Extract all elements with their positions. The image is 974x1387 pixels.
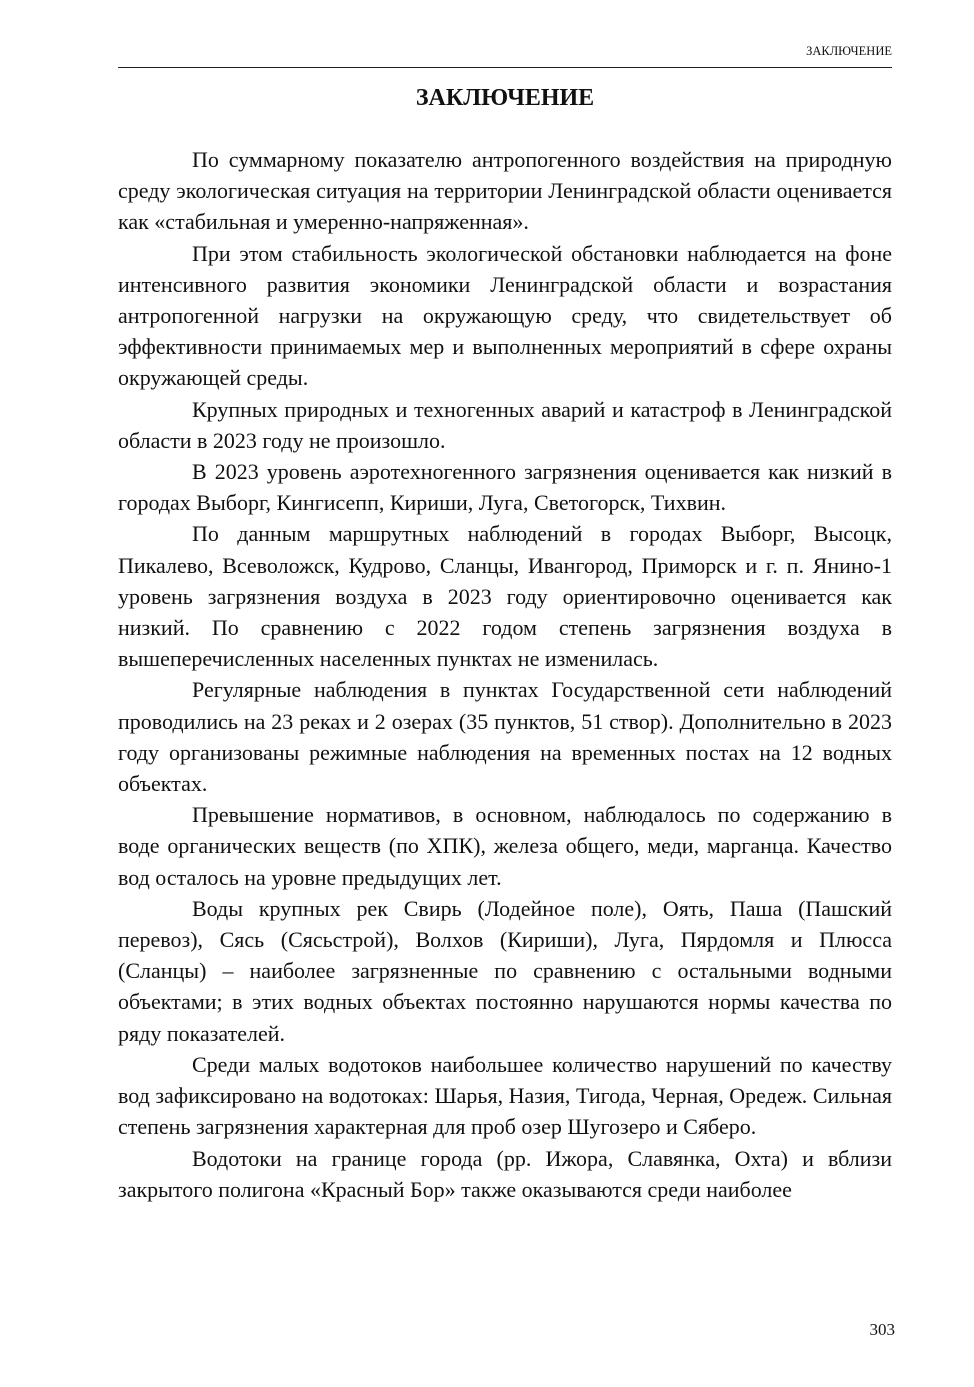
- paragraph-10: Водотоки на границе города (рр. Ижора, Славянка, Охта) и вблизи закрытого полигона «Красный Бор» также оказываются среди наиболее: [118, 1145, 892, 1202]
- paragraph-4: В 2023 уровень аэротехногенного загрязнения оценивается как низкий в городах Выборг, Кингисепп, Кириши, Луга, Светогорск, Тихвин.: [118, 459, 892, 516]
- paragraph-8: Воды крупных рек Свирь (Лодейное поле), Оять, Паша (Пашский перевоз), Сясь (Сясьстрой), Волхов (Кириши), Луга, Пярдомля и Плюсса (Сланцы) – наиболее загрязненные по сравнению с остальными водными объектами; в этих водных объектах постоянно нарушаются нормы качества по ряду показателей.: [118, 895, 892, 1046]
- paragraph-9: Среди малых водотоков наибольшее количество нарушений по качеству вод зафиксировано на водотоках: Шарья, Назия, Тигода, Черная, Оредеж. Сильная степень загрязнения характерная для проб озер Шугозеро и Сяберо.: [118, 1051, 892, 1140]
- page-number: 303: [869, 1320, 895, 1339]
- paragraph-3: Крупных природных и техногенных аварий и катастроф в Ленинградской области в 2023 году не произошло.: [118, 396, 892, 453]
- paragraph-1: По суммарному показателю антропогенного воздействия на природную среду экологическая ситуация на территории Ленинградской области оценивается как «стабильная и умеренно-напряженная».: [118, 147, 892, 235]
- paragraph-6: Регулярные наблюдения в пунктах Государственной сети наблюдений проводились на 23 реках и 2 озерах (35 пунктов, 51 створ). Дополнительно в 2023 году организованы режимные наблюдения на временных постах на 12 водных объектах.: [118, 677, 892, 797]
- paragraph-2: При этом стабильность экологической обстановки наблюдается на фоне интенсивного развития экономики Ленинградской области и возрастания антропогенной нагрузки на окружающую среду, что свидетельствует об эффективности принимаемых мер и выполненных мероприятий в сфере охраны окружающей среды.: [118, 240, 892, 391]
- paragraph-7: Превышение нормативов, в основном, наблюдалось по содержанию в воде органических веществ (по ХПК), железа общего, меди, марганца. Качество вод осталось на уровне предыдущих лет.: [118, 802, 892, 890]
- body-text: [118, 144, 892, 1205]
- running-header: ЗАКЛЮЧЕНИЕ: [118, 44, 892, 68]
- paragraph-5: По данным маршрутных наблюдений в городах Выборг, Высоцк, Пикалево, Всеволожск, Кудрово, Сланцы, Ивангород, Приморск и г. п. Янино-1 уровень загрязнения воздуха в 2023 году ориентировочно оценивается как низкий. По сравнению с 2022 годом степень загрязнения воздуха в вышеперечисленных населенных пунктах не изменилась.: [118, 521, 892, 672]
- page-title: ЗАКЛЮЧЕНИЕ: [415, 85, 595, 111]
